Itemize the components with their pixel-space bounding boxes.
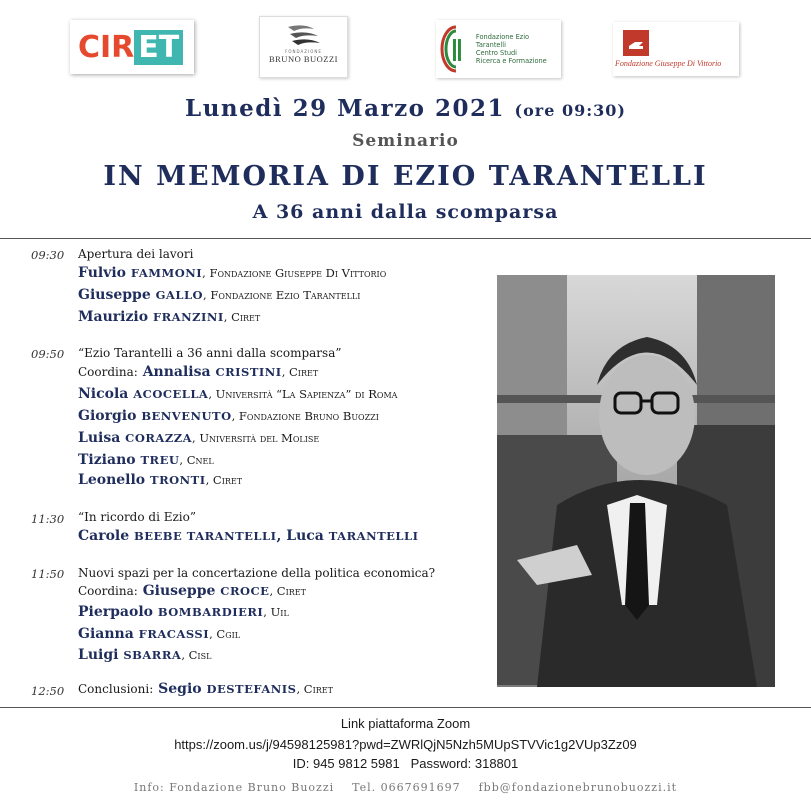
- session-time: 11:30: [31, 512, 65, 526]
- divittorio-logo: [613, 22, 739, 76]
- session-time: 09:50: [31, 347, 65, 361]
- tarantelli-logo: [436, 20, 561, 78]
- speaker: Gianna FRACASSI, Cgil: [78, 626, 241, 642]
- zoom-credentials: ID: 945 9812 5981 Password: 318801: [292, 756, 519, 771]
- zoom-link[interactable]: https://zoom.us/j/94598125981?pwd=ZWRlQjN5Nzh5MUpSTVVic1g2VUp3Zz09: [174, 737, 637, 752]
- conclusions: Conclusioni: Segio DESTEFANIS, Ciret: [78, 681, 333, 697]
- buozzi-mark-icon: [284, 23, 324, 49]
- speaker: Luisa CORAZZA, Università del Molise: [78, 430, 320, 446]
- event-kind: Seminario: [352, 131, 459, 151]
- contact-info: Info: Fondazione Bruno Buozzi Tel. 0667691697 fbb@fondazionebrunobuozzi.it: [133, 781, 678, 794]
- speaker: Fulvio FAMMONI, Fondazione Giuseppe Di Vittorio: [78, 265, 387, 281]
- speaker: Pierpaolo BOMBARDIERI, Uil: [78, 604, 289, 620]
- chair: Coordina: Giuseppe CROCE, Ciret: [78, 583, 306, 599]
- session-time: 11:50: [31, 567, 65, 581]
- header-divider: [0, 238, 811, 239]
- zoom-label: Link piattaforma Zoom: [340, 716, 471, 731]
- footer-divider: [0, 707, 811, 708]
- portrait-image: [497, 275, 775, 687]
- tarantelli-mark-icon: [440, 25, 472, 73]
- session-title: Apertura dei lavori: [78, 247, 194, 261]
- buozzi-logo-name: BRUNO BUOZZI: [268, 54, 339, 64]
- event-time: (ore 09:30): [514, 101, 626, 120]
- buozzi-logo: [259, 16, 348, 78]
- speaker: Giuseppe GALLO, Fondazione Ezio Tarantelli: [78, 287, 361, 303]
- speaker: Luigi SBARRA, Cisl: [78, 647, 212, 663]
- portrait-photo: [497, 275, 775, 687]
- session-time: 12:50: [31, 684, 65, 698]
- session-title: “In ricordo di Ezio”: [78, 510, 197, 524]
- speaker: Tiziano TREU, Cnel: [78, 452, 214, 468]
- speakers-line: Carole BEEBE TARANTELLI, Luca TARANTELLI: [78, 528, 419, 544]
- session-title: “Ezio Tarantelli a 36 anni dalla scomparsa”: [78, 346, 342, 360]
- event-title: IN MEMORIA DI EZIO TARANTELLI: [103, 161, 708, 192]
- speaker: Leonello TRONTI, Ciret: [78, 472, 243, 488]
- speaker: Maurizio FRANZINI, Ciret: [78, 309, 261, 325]
- ciret-logo: [70, 20, 194, 74]
- speaker: Nicola ACOCELLA, Università “La Sapienza” di Roma: [78, 386, 398, 402]
- session-time: 09:30: [31, 248, 65, 262]
- event-subtitle: A 36 anni dalla scomparsa: [252, 201, 559, 223]
- buozzi-logo-small: FONDAZIONE: [285, 49, 322, 54]
- divittorio-logo-name: Fondazione Giuseppe Di Vittorio: [615, 59, 722, 68]
- speaker: Giorgio BENVENUTO, Fondazione Bruno Buozzi: [78, 408, 379, 424]
- ciret-logo-text: CIR ET: [78, 30, 183, 65]
- chair: Coordina: Annalisa CRISTINI, Ciret: [78, 364, 319, 380]
- session-title: Nuovi spazi per la concertazione della politica economica?: [78, 566, 436, 580]
- divittorio-mark-icon: [621, 28, 651, 58]
- tarantelli-logo-text: Fondazione Ezio Tarantelli Centro Studi Ricerca e Formazione: [475, 33, 547, 65]
- event-date: Lunedì 29 Marzo 2021 (ore 09:30): [185, 95, 626, 122]
